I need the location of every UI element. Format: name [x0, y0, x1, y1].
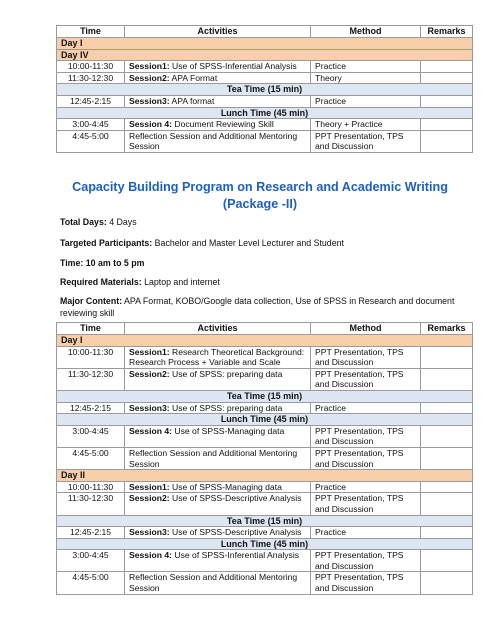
session-activity [125, 346, 311, 368]
session-activity [125, 481, 311, 493]
table-row [57, 527, 473, 539]
content-line [60, 295, 470, 319]
table-row [57, 95, 473, 107]
session-remarks [421, 527, 473, 539]
schedule-table-package-1 [56, 25, 473, 153]
header-remarks: Remarks [421, 323, 473, 335]
session-method: PPT Presentation, TPS and Discussion [311, 447, 421, 469]
session-remarks [421, 481, 473, 493]
session-activity [125, 95, 311, 107]
table-row [57, 425, 473, 447]
table-header-row [57, 26, 473, 38]
table-row [57, 119, 473, 131]
tea-break-row [57, 515, 473, 527]
session-time: 12:45-2:15 [57, 402, 125, 414]
tea-break-row [57, 84, 473, 96]
header-method: Method [311, 323, 421, 335]
lunch-break-label: Lunch Time (45 min) [57, 414, 473, 426]
table-row [57, 550, 473, 572]
session-time: 11:30-12:30 [57, 72, 125, 84]
table-row [57, 72, 473, 84]
session-method: PPT Presentation, TPS and Discussion [311, 550, 421, 572]
time-label: Time: 10 am to 5 pm [60, 258, 145, 268]
table-header-row [57, 323, 473, 335]
session-method: PPT Presentation, TPS and Discussion [311, 346, 421, 368]
session-method: PPT Presentation, TPS and Discussion [311, 368, 421, 390]
session-remarks [421, 493, 473, 515]
session-activity [125, 72, 311, 84]
session-name: Session1: [129, 481, 170, 492]
session-name: Session 4: [129, 550, 172, 561]
session-time: 10:00-11:30 [57, 481, 125, 493]
session-remarks [421, 402, 473, 414]
session-method: Theory [311, 72, 421, 84]
tea-break-row [57, 390, 473, 402]
materials-value: Laptop and internet [141, 277, 220, 287]
session-method: Theory + Practice [311, 119, 421, 131]
session-method: Practice [311, 402, 421, 414]
session-method: PPT Presentation, TPS and Discussion [311, 572, 421, 594]
session-activity [125, 61, 311, 73]
session-time: 3:00-4:45 [57, 425, 125, 447]
lunch-break-row [57, 107, 473, 119]
day-label: Day IV [57, 49, 473, 61]
table-row [57, 402, 473, 414]
session-time: 3:00-4:45 [57, 119, 125, 131]
session-remarks [421, 447, 473, 469]
table-row [57, 572, 473, 594]
session-time: 4:45-5:00 [57, 447, 125, 469]
session-remarks [421, 61, 473, 73]
table-row [57, 346, 473, 368]
session-topic: Research Theoretical Background: Research Process + Variable and Scale [129, 346, 305, 368]
session-topic: Use of SPSS-Inferential Analysis [172, 550, 300, 561]
session-time: 3:00-4:45 [57, 550, 125, 572]
tea-break-label: Tea Time (15 min) [57, 515, 473, 527]
session-remarks [421, 130, 473, 152]
table-row [57, 481, 473, 493]
session-remarks [421, 368, 473, 390]
session-activity [125, 402, 311, 414]
table-row [57, 368, 473, 390]
session-name: Session 4: [129, 425, 172, 436]
participants-value: Bachelor and Master Level Lecturer and Student [152, 238, 344, 248]
session-name: Session3: [129, 527, 170, 538]
session-method: Practice [311, 527, 421, 539]
program-title-line1: Capacity Building Program on Research and Academic Writing [72, 180, 448, 194]
header-activities: Activities [125, 323, 311, 335]
session-topic: Use of SPSS: preparing data [169, 368, 283, 379]
lunch-break-row [57, 414, 473, 426]
day-label: Day I [57, 335, 473, 347]
table-row [57, 493, 473, 515]
session-activity: Reflection Session and Additional Mentoring Session [125, 572, 311, 594]
session-method: PPT Presentation, TPS and Discussion [311, 130, 421, 152]
session-method: PPT Presentation, TPS and Discussion [311, 493, 421, 515]
session-topic: APA format [169, 95, 215, 106]
session-topic: Use of SPSS-Descriptive Analysis [169, 527, 302, 538]
session-remarks [421, 572, 473, 594]
session-name: Session 4: [129, 119, 172, 130]
tea-break-label: Tea Time (15 min) [57, 390, 473, 402]
session-remarks [421, 119, 473, 131]
session-activity [125, 550, 311, 572]
session-activity: Reflection Session and Additional Mentoring Session [125, 447, 311, 469]
session-remarks [421, 425, 473, 447]
session-topic: Use of SPSS-Inferential Analysis [169, 61, 297, 72]
session-time: 12:45-2:15 [57, 527, 125, 539]
session-time: 10:00-11:30 [57, 346, 125, 368]
session-name: Session3: [129, 95, 170, 106]
session-time: 11:30-12:30 [57, 493, 125, 515]
session-time: 11:30-12:30 [57, 368, 125, 390]
session-method: PPT Presentation, TPS and Discussion [311, 425, 421, 447]
total-days-label: Total Days: [60, 217, 107, 227]
materials-line [60, 276, 480, 288]
session-name: Session1: [129, 61, 170, 72]
lunch-break-row [57, 538, 473, 550]
content-value: APA Format, KOBO/Google data collection, Use of SPSS in Research and document reviewing skill [60, 296, 455, 318]
header-remarks: Remarks [421, 26, 473, 38]
day-row [57, 335, 473, 347]
day-label: Day II [57, 470, 473, 482]
session-remarks [421, 72, 473, 84]
session-activity: Reflection Session and Additional Mentoring Session [125, 130, 311, 152]
day-row [57, 49, 473, 61]
session-time: 4:45-5:00 [57, 572, 125, 594]
session-activity [125, 368, 311, 390]
session-method: Practice [311, 61, 421, 73]
header-method: Method [311, 26, 421, 38]
session-activity [125, 493, 311, 515]
session-topic: Use of SPSS-Managing data [172, 425, 285, 436]
session-name: Session1: [129, 346, 170, 357]
session-activity [125, 119, 311, 131]
lunch-break-label: Lunch Time (45 min) [57, 107, 473, 119]
session-name: Session3: [129, 402, 170, 413]
session-activity [125, 527, 311, 539]
session-topic: APA Format [169, 72, 218, 83]
table-row [57, 61, 473, 73]
total-days-value: 4 Days [106, 217, 137, 227]
session-name: Session2: [129, 493, 170, 504]
session-time: 10:00-11:30 [57, 61, 125, 73]
day-row [57, 470, 473, 482]
header-time: Time [57, 26, 125, 38]
schedule-table-package-2 [56, 322, 473, 595]
session-remarks [421, 95, 473, 107]
session-remarks [421, 346, 473, 368]
session-time: 4:45-5:00 [57, 130, 125, 152]
day-row [57, 38, 473, 50]
time-line [60, 257, 480, 269]
content-label: Major Content: [60, 296, 123, 306]
session-topic: Use of SPSS-Descriptive Analysis [169, 493, 302, 504]
lunch-break-label: Lunch Time (45 min) [57, 538, 473, 550]
table-row [57, 447, 473, 469]
materials-label: Required Materials: [60, 277, 142, 287]
table-row [57, 130, 473, 152]
session-name: Session2: [129, 368, 170, 379]
session-topic: Use of SPSS: preparing data [169, 402, 283, 413]
session-name: Session2: [129, 72, 170, 83]
participants-line [60, 237, 480, 249]
session-time: 12:45-2:15 [57, 95, 125, 107]
participants-label: Targeted Participants: [60, 238, 153, 248]
session-activity [125, 425, 311, 447]
header-time: Time [57, 323, 125, 335]
session-method: Practice [311, 95, 421, 107]
total-days-line [60, 216, 480, 228]
session-remarks [421, 550, 473, 572]
day-label: Day I [57, 38, 473, 50]
tea-break-label: Tea Time (15 min) [57, 84, 473, 96]
program-title [60, 179, 460, 213]
session-topic: Document Reviewing Skill [172, 119, 274, 130]
session-topic: Use of SPSS-Managing data [169, 481, 282, 492]
program-title-line2: (Package -II) [222, 197, 298, 211]
session-method: Practice [311, 481, 421, 493]
header-activities: Activities [125, 26, 311, 38]
